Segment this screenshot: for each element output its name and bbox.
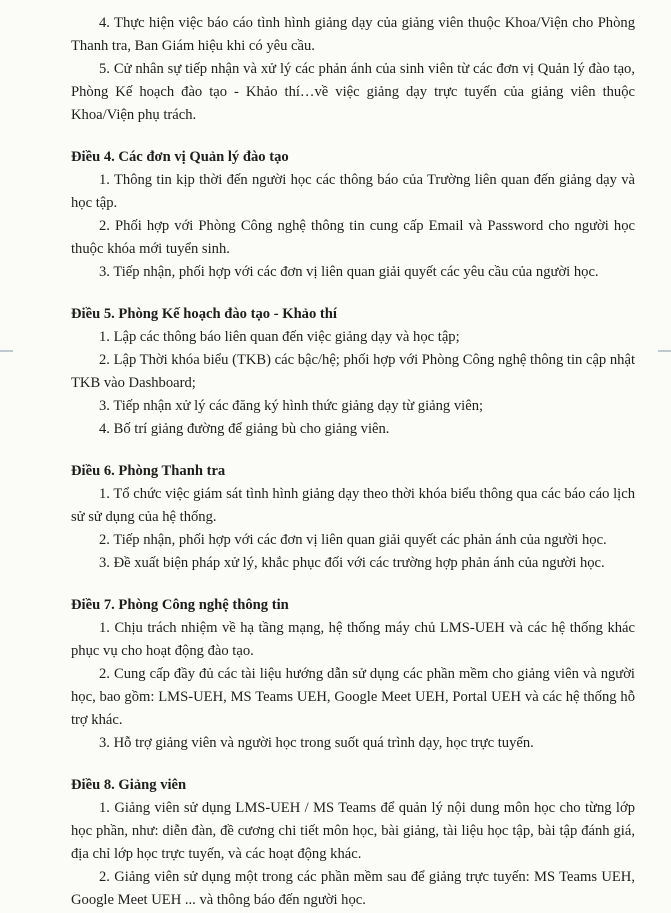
paragraph: 4. Bố trí giảng đường để giảng bù cho giảng viên. — [99, 421, 390, 437]
article-heading: Điều 4. Các đơn vị Quản lý đào tạo — [71, 149, 289, 165]
paragraph: 2. Tiếp nhận, phối hợp với các đơn vị liên quan giải quyết các phản ánh của người học. — [99, 532, 607, 548]
article-7 — [71, 594, 635, 755]
paragraph: 3. Hỗ trợ giảng viên và người học trong suốt quá trình dạy, học trực tuyến. — [99, 735, 534, 751]
article-heading: Điều 7. Phòng Công nghệ thông tin — [71, 597, 289, 613]
scan-mark-right — [658, 350, 671, 352]
paragraph: 1. Tổ chức việc giám sát tình hình giảng dạy theo thời khóa biểu thông qua các báo cáo lịch sử sử dụng của hệ thống. — [71, 486, 635, 525]
paragraph: 3. Đề xuất biện pháp xử lý, khắc phục đối với các trường hợp phản ánh của người học. — [99, 555, 605, 571]
paragraph: 2. Giảng viên sử dụng một trong các phần mềm sau để giảng trực tuyến: MS Teams UEH, Google Meet UEH ... và thông báo đến người học. — [71, 869, 635, 908]
article-4 — [71, 146, 635, 284]
paragraph: 1. Lập các thông báo liên quan đến việc giảng dạy và học tập; — [99, 329, 460, 345]
paragraph: 2. Phối hợp với Phòng Công nghệ thông tin cung cấp Email và Password cho người học thuộc khóa mới tuyển sinh. — [71, 218, 635, 257]
paragraph: 3. Tiếp nhận, phối hợp với các đơn vị liên quan giải quyết các yêu cầu của người học. — [99, 264, 599, 280]
intro-block — [71, 12, 635, 127]
article-heading: Điều 8. Giảng viên — [71, 777, 187, 793]
article-5 — [71, 303, 635, 441]
document-page — [71, 12, 635, 912]
article-8 — [71, 774, 635, 912]
paragraph: 5. Cử nhân sự tiếp nhận và xử lý các phản ánh của sinh viên từ các đơn vị Quản lý đào tạo, Phòng Kế hoạch đào tạo - Khảo thí…về việc giảng dạy trực tuyến của giảng viên thuộc Khoa/Viện phụ trách. — [71, 61, 635, 123]
paragraph: 2. Cung cấp đầy đủ các tài liệu hướng dẫn sử dụng các phần mềm cho giảng viên và người học, bao gồm: LMS-UEH, MS Teams UEH, Google Meet UEH, Portal UEH và các hệ thống hỗ trợ khác. — [71, 666, 635, 728]
paragraph: 1. Chịu trách nhiệm về hạ tầng mạng, hệ thống máy chủ LMS-UEH và các hệ thống khác phục vụ cho hoạt động đào tạo. — [71, 620, 635, 659]
paragraph: 2. Lập Thời khóa biểu (TKB) các bậc/hệ; phối hợp với Phòng Công nghệ thông tin cập nhật TKB vào Dashboard; — [71, 352, 635, 391]
paragraph: 4. Thực hiện việc báo cáo tình hình giảng dạy của giảng viên thuộc Khoa/Viện cho Phòng Thanh tra, Ban Giám hiệu khi có yêu cầu. — [71, 15, 635, 54]
article-heading: Điều 5. Phòng Kế hoạch đào tạo - Khảo thí — [71, 306, 337, 322]
article-6 — [71, 460, 635, 575]
scan-mark-left — [0, 350, 13, 352]
paragraph: 1. Thông tin kịp thời đến người học các thông báo của Trường liên quan đến giảng dạy và học tập. — [71, 172, 635, 211]
paragraph: 3. Tiếp nhận xử lý các đăng ký hình thức giảng dạy từ giảng viên; — [99, 398, 484, 414]
article-heading: Điều 6. Phòng Thanh tra — [71, 463, 226, 479]
paragraph: 1. Giảng viên sử dụng LMS-UEH / MS Teams để quản lý nội dung môn học cho từng lớp học phần, như: diễn đàn, đề cương chi tiết môn học, bài giảng, tài liệu học tập, bài tập đánh giá, địa chỉ lớp học trực tuyến, và các hoạt động khác. — [71, 800, 635, 862]
